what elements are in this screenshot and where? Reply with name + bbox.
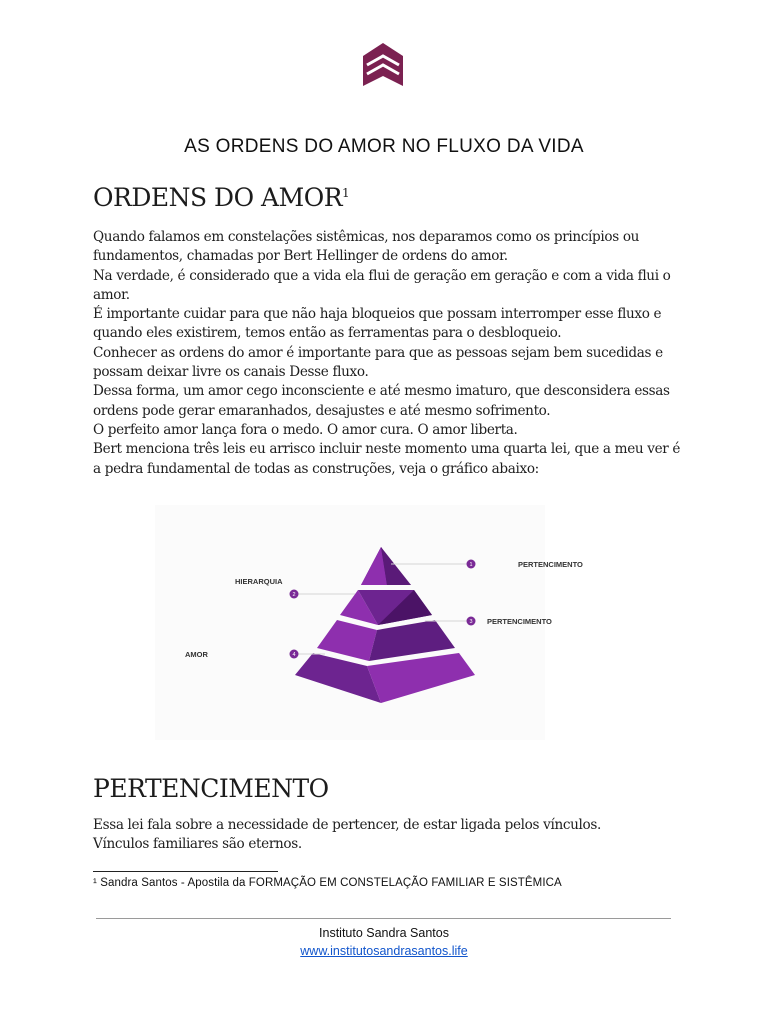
section-body (93, 228, 683, 479)
footnote: ¹ Sandra Santos - Apostila da FORMAÇÃO EM CONSTELAÇÃO FAMILIAR E SISTÊMICA (93, 877, 562, 889)
footnote-reference: 1 (342, 186, 350, 200)
paragraph: Essa lei fala sobre a necessidade de pertencer, de estar ligada pelos vínculos. (93, 817, 601, 833)
section-body (93, 816, 683, 855)
section-heading-ordens-do-amor (93, 183, 349, 212)
website-link[interactable]: www.institutosandrasantos.life (300, 944, 468, 958)
pyramid-badge-number: 2 (292, 592, 296, 598)
paragraph: Conhecer as ordens do amor é importante para que as pessoas sejam bem sucedidas e possam deixar livre os canais Desse fluxo. (93, 344, 663, 381)
footer-institution: Instituto Sandra Santos (319, 926, 449, 940)
paragraph: Dessa forma, um amor cego inconsciente e até mesmo imaturo, que desconsidera essas ordens pode gerar emaranhados, desajustes e até mesmo sofrimento. (93, 383, 670, 419)
pyramid-tier-3 (317, 620, 377, 661)
section-heading-pertencimento: PERTENCIMENTO (93, 774, 329, 803)
footnote-divider (93, 871, 278, 872)
pyramid-label-1: PERTENCIMENTO (518, 560, 583, 569)
paragraph: Quando falamos em constelações sistêmicas, nos deparamos como os princípios ou fundamentos, chamadas por Bert Hellinger de ordens do amor. (93, 229, 640, 265)
pyramid-label-3: PERTENCIMENTO (487, 617, 552, 626)
document-title: AS ORDENS DO AMOR NO FLUXO DA VIDA (184, 136, 584, 157)
pyramid-badge-number: 4 (292, 652, 296, 658)
paragraph: O perfeito amor lança fora o medo. O amor cura. O amor liberta. (93, 421, 518, 438)
paragraph: É importante cuidar para que não haja bloqueios que possam interromper esse fluxo e quando eles existirem, temos então as ferramentas para o desbloqueio. (93, 306, 662, 342)
heading-text: ORDENS DO AMOR (93, 183, 343, 212)
footer-link-wrap (0, 944, 768, 958)
footer-divider (96, 918, 671, 919)
paragraph: Vínculos familiares são eternos. (93, 836, 302, 853)
pyramid-diagram (155, 505, 583, 740)
paragraph: Na verdade, é considerado que a vida ela flui de geração em geração e com a vida flui o amor. (93, 267, 671, 303)
pyramid-badge-number: 3 (469, 619, 473, 625)
paragraph: Bert menciona três leis eu arrisco incluir neste momento uma quarta lei, que a meu ver é a pedra fundamental de todas as construções, veja o gráfico abaixo: (93, 441, 681, 477)
pyramid-label-2: HIERARQUIA (235, 577, 283, 586)
chevron-shield-logo-icon (363, 43, 403, 86)
pyramid-badge-number: 1 (469, 562, 473, 568)
pyramid-label-4: AMOR (185, 650, 208, 659)
